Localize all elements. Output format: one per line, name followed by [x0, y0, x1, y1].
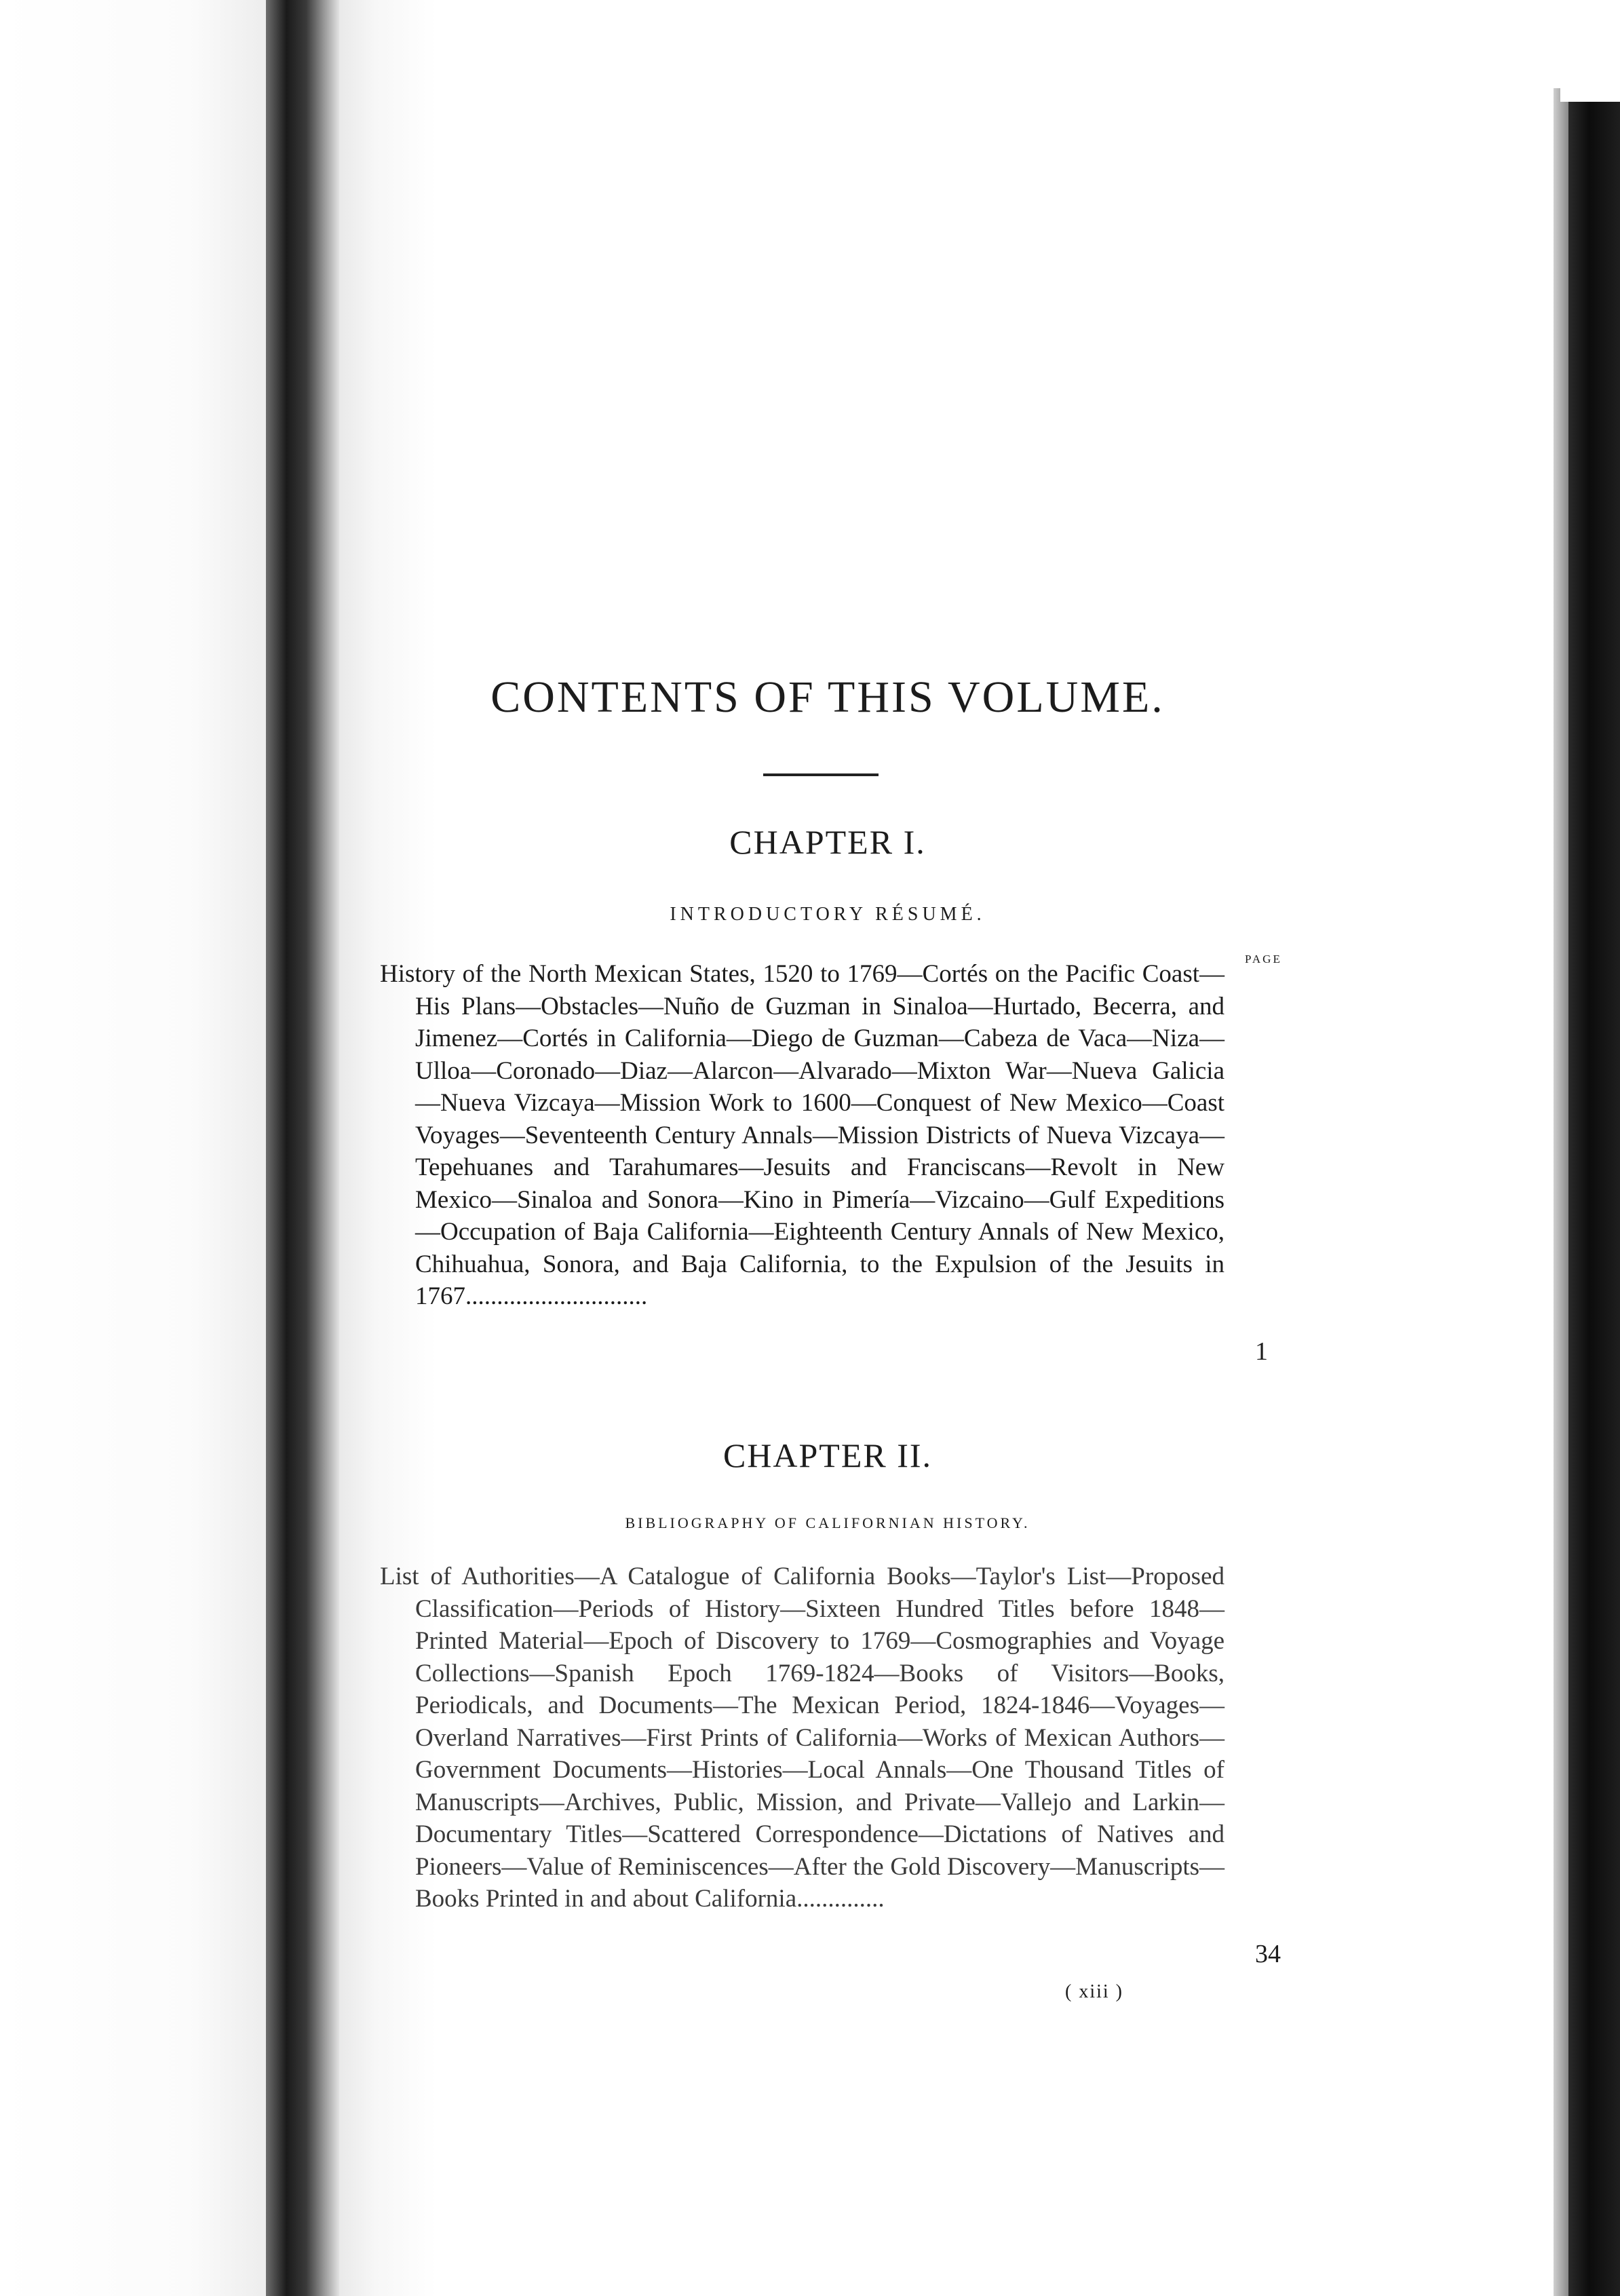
chapter-2-page-number: 34	[1255, 1940, 1281, 1968]
chapter-1-summary: History of the North Mexican States, 1520 to 1769—Cortés on the Pacific Coast—His Plans—Obstacles—Nuño de Guzman in Sinaloa—Hurtado, Becerra, and Jimenez—Cortés in California—Diego de Guzman—Cabeza de Vaca—Niza—Ulloa—Coronado—Diaz—Alarcon—Alvarado—Mixton War—Nueva Galicia—Nueva Vizcaya—Mission Work to 1600—Conquest of New Mexico—Coast Voyages—Seventeenth Century Annals—Mission Districts of Nueva Vizcaya—Tepehuanes and Tarahumares—Jesuits and Franciscans—Revolt in New Mexico—Sinaloa and Sonora—Kino in Pimería—Vizcaino—Gulf Expeditions—Occupation of Baja California—Eighteenth Century Annals of New Mexico, Chihuahua, Sonora, and Baja California, to the Expulsion of the Jesuits in 1767.............................	[380, 960, 1224, 1310]
facing-page	[0, 0, 271, 2296]
folio-page-number: ( xiii )	[1065, 1981, 1123, 2002]
page-edge	[1554, 88, 1568, 2296]
background-corner	[1560, 0, 1620, 102]
title-rule	[763, 773, 879, 776]
book-cover-edge	[1568, 95, 1620, 2296]
chapter-1-heading: CHAPTER I.	[729, 823, 926, 861]
chapter-1-page-number: 1	[1255, 1337, 1268, 1366]
book-gutter	[266, 0, 339, 2296]
chapter-2-heading: CHAPTER II.	[722, 1436, 933, 1474]
chapter-1-subtitle: INTRODUCTORY RÉSUMÉ.	[670, 904, 986, 925]
chapter-2-summary: List of Authorities—A Catalogue of California Books—Taylor's List—Proposed Classification—Periods of History—Sixteen Hundred Titles before 1848—Printed Material—Epoch of Discovery to 1769—Cosmographies and Voyage Collections—Spanish Epoch 1769-1824—Books of Visitors—Books, Periodicals, and Documents—The Mexican Period, 1824-1846—Voyages—Overland Narratives—First Prints of California—Works of Mexican Authors—Government Documents—Histories—Local Annals—One Thousand Titles of Manuscripts—Archives, Public, Mission, and Private—Vallejo and Larkin—Documentary Titles—Scattered Correspondence—Dictations of Natives and Pioneers—Value of Reminiscences—After the Gold Discovery—Manuscripts—Books Printed in and about California..............	[380, 1563, 1224, 1913]
chapter-2-subtitle: BIBLIOGRAPHY OF CALIFORNIAN HISTORY.	[625, 1514, 1030, 1531]
page-column-label: PAGE	[1245, 953, 1282, 965]
page-title: CONTENTS OF THIS VOLUME.	[490, 672, 1165, 722]
